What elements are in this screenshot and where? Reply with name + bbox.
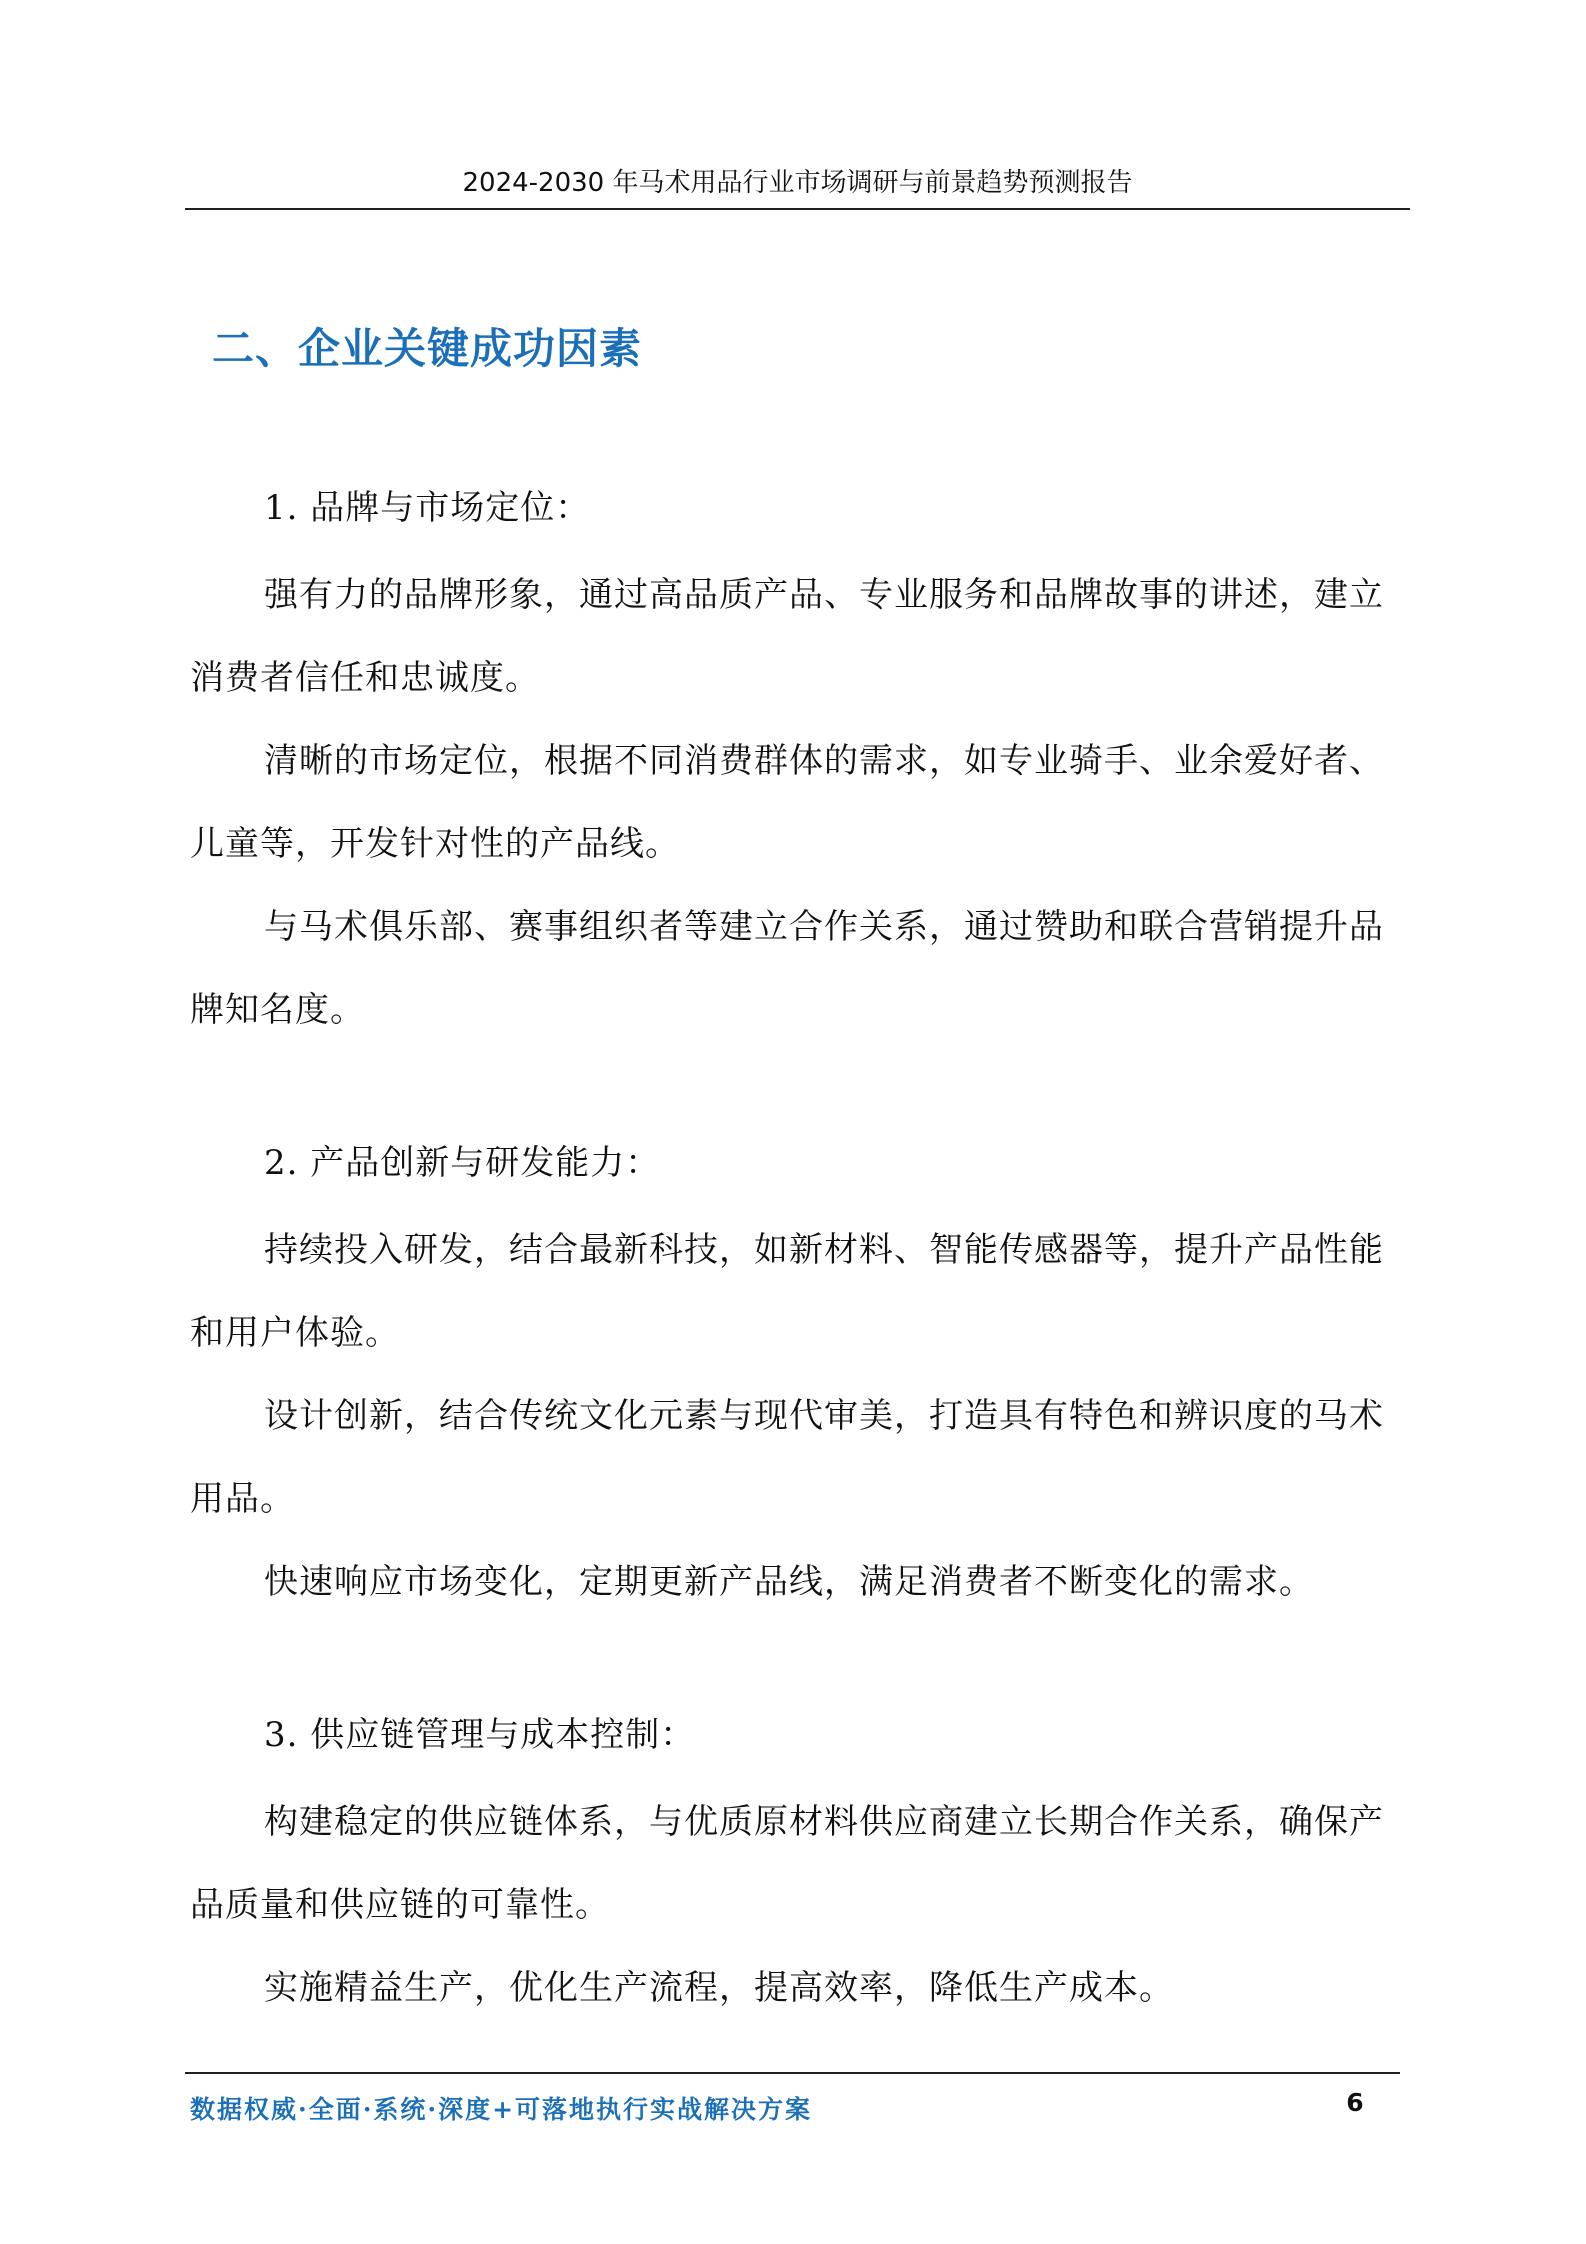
item-brand-positioning — [190, 474, 1390, 1052]
paragraph: 与马术俱乐部、赛事组织者等建立合作关系，通过赞助和联合营销提升品牌知名度。 — [190, 907, 1384, 1030]
main-content — [190, 0, 1390, 2030]
paragraph: 强有力的品牌形象，通过高品质产品、专业服务和品牌故事的讲述，建立消费者信任和忠诚度。 — [190, 575, 1384, 698]
page-number: 6 — [1346, 2088, 1364, 2117]
spacer — [190, 1052, 1390, 1135]
item-supply-chain — [190, 1701, 1390, 2030]
paragraph: 持续投入研发，结合最新科技，如新材料、智能传感器等，提升产品性能和用户体验。 — [190, 1230, 1384, 1353]
paragraph: 设计创新，结合传统文化元素与现代审美，打造具有特色和辨识度的马术用品。 — [190, 1396, 1384, 1519]
item-product-innovation — [190, 1129, 1390, 1624]
item-title: 1. 品牌与市场定位： — [264, 488, 591, 528]
spacer — [190, 1624, 1390, 1707]
paragraph: 清晰的市场定位，根据不同消费群体的需求，如专业骑手、业余爱好者、儿童等，开发针对性的产品线。 — [190, 741, 1384, 864]
paragraph: 构建稳定的供应链体系，与优质原材料供应商建立长期合作关系，确保产品质量和供应链的可靠性。 — [190, 1802, 1384, 1925]
paragraph: 实施精益生产，优化生产流程，提高效率，降低生产成本。 — [264, 1968, 1174, 2008]
section-heading: 二、企业关键成功因素 — [212, 324, 643, 373]
content-top-spacer — [190, 0, 1390, 474]
item-title: 2. 产品创新与研发能力： — [264, 1143, 661, 1183]
footer-slogan: 数据权威·全面·系统·深度+可落地执行实战解决方案 — [190, 2095, 813, 2124]
footer-divider — [185, 2072, 1400, 2074]
paragraph: 快速响应市场变化，定期更新产品线，满足消费者不断变化的需求。 — [264, 1562, 1314, 1602]
item-title: 3. 供应链管理与成本控制： — [264, 1715, 696, 1755]
header-title: 2024-2030 年马术用品行业市场调研与前景趋势预测报告 — [462, 168, 1133, 198]
